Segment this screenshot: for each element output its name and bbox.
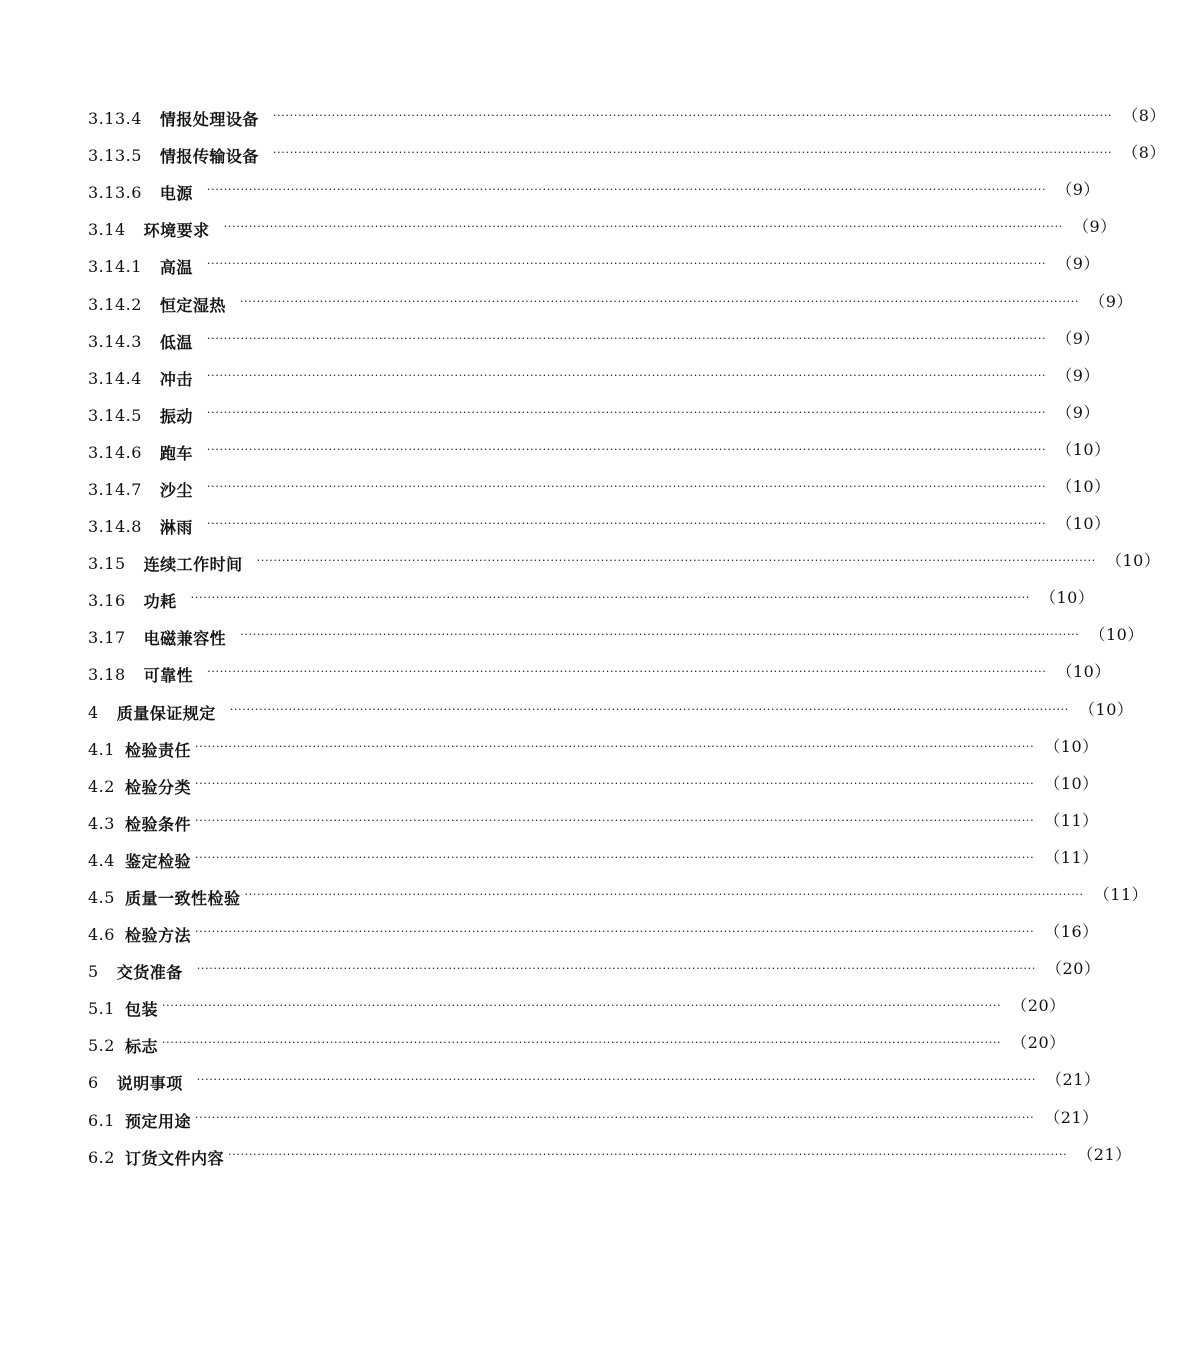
section-number: 5.2 — [88, 1036, 115, 1056]
toc-entry[interactable] — [88, 397, 1100, 434]
page-number: （21） — [1044, 1107, 1099, 1127]
page-number: （9） — [1056, 180, 1100, 200]
section-title: 环境要求 — [143, 221, 210, 241]
toc-entry[interactable] — [88, 360, 1100, 397]
dot-leader: ········································································································································································································ — [196, 962, 1037, 976]
section-number: 3.14.6 — [88, 442, 142, 462]
section-number: 4.3 — [88, 813, 115, 833]
section-number: 3.17 — [88, 628, 126, 648]
dot-leader: ········································································································································································································ — [207, 665, 1047, 679]
section-number: 3.13.5 — [88, 146, 142, 166]
section-title: 包装 — [124, 1000, 158, 1020]
toc-entry[interactable] — [88, 990, 1066, 1027]
dot-leader: ········································································································································································································ — [161, 1036, 1002, 1050]
section-title: 质量一致性检验 — [124, 889, 241, 909]
toc-entry[interactable] — [88, 434, 1111, 471]
section-title: 检验分类 — [124, 777, 191, 797]
dot-leader: ········································································································································································································ — [194, 813, 1035, 827]
section-title: 连续工作时间 — [143, 555, 243, 575]
toc-entry[interactable] — [88, 1064, 1101, 1101]
dot-leader: ········································································································································································································ — [272, 146, 1113, 160]
section-title: 跑车 — [159, 443, 193, 463]
section-number: 3.15 — [88, 554, 126, 574]
section-number: 3.14.4 — [88, 368, 142, 388]
toc-entry[interactable] — [88, 619, 1144, 656]
section-title: 功耗 — [143, 592, 177, 612]
dot-leader: ········································································································································································································ — [240, 628, 1080, 642]
section-number: 5 — [88, 962, 99, 982]
toc-entry[interactable] — [88, 211, 1117, 248]
section-title: 电磁兼容性 — [143, 629, 227, 649]
dot-leader: ········································································································································································································ — [161, 999, 1002, 1013]
section-title: 振动 — [159, 406, 193, 426]
page-number: （16） — [1044, 922, 1099, 942]
section-number: 3.13.6 — [88, 183, 142, 203]
section-title: 高温 — [159, 258, 193, 278]
section-number: 3.14.3 — [88, 331, 142, 351]
page-number: （21） — [1046, 1070, 1101, 1090]
dot-leader: ········································································································································································································ — [194, 739, 1035, 753]
toc-entry[interactable] — [88, 731, 1099, 768]
toc-entry[interactable] — [88, 137, 1166, 174]
toc-entry[interactable] — [88, 656, 1111, 693]
page-number: （10） — [1044, 773, 1099, 793]
dot-leader: ········································································································································································································ — [272, 109, 1113, 123]
dot-leader: ········································································································································································································ — [194, 1110, 1035, 1124]
toc-entry[interactable] — [88, 1027, 1066, 1064]
page-number: （10） — [1105, 551, 1161, 571]
section-title: 预定用途 — [124, 1111, 191, 1131]
section-title: 检验方法 — [124, 926, 191, 946]
dot-leader: ········································································································································································································ — [229, 702, 1070, 716]
toc-entry[interactable] — [88, 879, 1149, 916]
section-number: 3.14.7 — [88, 479, 142, 499]
table-of-contents — [88, 100, 1166, 1176]
section-title: 冲击 — [159, 369, 193, 389]
section-title: 电源 — [159, 184, 193, 204]
section-number: 4.4 — [88, 850, 115, 870]
toc-entry[interactable] — [88, 694, 1134, 731]
page-number: （8） — [1122, 106, 1166, 126]
section-title: 沙尘 — [159, 480, 193, 500]
section-number: 3.13.4 — [88, 109, 142, 129]
section-title: 标志 — [124, 1037, 158, 1057]
page-number: （10） — [1056, 662, 1111, 682]
section-title: 可靠性 — [143, 666, 194, 686]
page-number: （10） — [1044, 736, 1099, 756]
dot-leader: ········································································································································································································ — [206, 331, 1047, 345]
page-number: （11） — [1044, 847, 1099, 867]
page-number: （9） — [1056, 328, 1100, 348]
dot-leader: ········································································································································································································ — [206, 183, 1047, 197]
page-number: （10） — [1056, 514, 1111, 534]
dot-leader: ········································································································································································································ — [206, 257, 1047, 271]
section-title: 恒定湿热 — [159, 295, 226, 315]
section-title: 检验责任 — [124, 740, 191, 760]
page-number: （10） — [1056, 476, 1111, 496]
section-title: 说明事项 — [116, 1074, 183, 1094]
toc-entry[interactable] — [88, 248, 1100, 285]
toc-entry[interactable] — [88, 842, 1099, 879]
toc-entry[interactable] — [88, 953, 1101, 990]
dot-leader: ········································································································································································································ — [206, 405, 1047, 419]
section-number: 6.2 — [88, 1147, 115, 1167]
dot-leader: ········································································································································································································ — [227, 1147, 1068, 1161]
section-number: 6 — [88, 1073, 99, 1093]
page-number: （9） — [1089, 291, 1133, 311]
toc-entry[interactable] — [88, 582, 1095, 619]
dot-leader: ········································································································································································································ — [256, 554, 1096, 568]
page-number: （10） — [1056, 439, 1111, 459]
page-number: （10） — [1089, 625, 1144, 645]
section-title: 淋雨 — [159, 518, 193, 538]
toc-entry[interactable] — [88, 805, 1099, 842]
section-number: 3.14.1 — [88, 257, 142, 277]
section-title: 质量保证规定 — [116, 703, 216, 723]
dot-leader: ········································································································································································································ — [190, 591, 1030, 605]
section-number: 3.14.5 — [88, 405, 142, 425]
toc-entry[interactable] — [88, 1102, 1099, 1139]
page-number: （21） — [1077, 1144, 1132, 1164]
section-number: 6.1 — [88, 1110, 115, 1130]
page-number: （20） — [1011, 1033, 1066, 1053]
section-title: 情报传输设备 — [159, 147, 259, 167]
section-number: 3.14.8 — [88, 517, 142, 537]
dot-leader: ········································································································································································································ — [194, 850, 1035, 864]
section-title: 低温 — [159, 332, 193, 352]
section-title: 交货准备 — [116, 963, 183, 983]
toc-entry[interactable] — [88, 508, 1111, 545]
dot-leader: ········································································································································································································ — [206, 517, 1047, 531]
section-number: 5.1 — [88, 999, 115, 1019]
section-number: 3.16 — [88, 591, 126, 611]
toc-entry[interactable] — [88, 545, 1161, 582]
toc-entry[interactable] — [88, 768, 1099, 805]
dot-leader: ········································································································································································································ — [206, 442, 1047, 456]
section-title: 鉴定检验 — [124, 851, 191, 871]
dot-leader: ········································································································································································································ — [206, 368, 1047, 382]
section-number: 4 — [88, 702, 99, 722]
page-number: （11） — [1093, 885, 1149, 905]
toc-entry[interactable] — [88, 1139, 1132, 1176]
toc-entry[interactable] — [88, 285, 1133, 322]
section-title: 检验条件 — [124, 814, 191, 834]
section-number: 3.14 — [88, 220, 126, 240]
page-number: （11） — [1044, 810, 1099, 830]
page-number: （9） — [1072, 217, 1117, 237]
page-number: （20） — [1046, 959, 1101, 979]
page-number: （10） — [1039, 588, 1095, 608]
toc-entry[interactable] — [88, 100, 1166, 137]
dot-leader: ········································································································································································································ — [244, 888, 1084, 902]
page-number: （8） — [1122, 143, 1166, 163]
section-number: 4.6 — [88, 925, 115, 945]
toc-entry[interactable] — [88, 174, 1100, 211]
section-number: 4.5 — [88, 888, 115, 908]
section-number: 4.1 — [88, 739, 115, 759]
toc-entry[interactable] — [88, 471, 1111, 508]
page-number: （9） — [1056, 365, 1100, 385]
page-number: （9） — [1056, 254, 1100, 274]
section-number: 3.18 — [88, 665, 126, 685]
section-number: 3.14.2 — [88, 294, 142, 314]
page-number: （9） — [1056, 402, 1100, 422]
section-title: 订货文件内容 — [124, 1148, 224, 1168]
dot-leader: ········································································································································································································ — [223, 220, 1063, 234]
toc-entry[interactable] — [88, 323, 1100, 360]
section-number: 4.2 — [88, 776, 115, 796]
dot-leader: ········································································································································································································ — [196, 1073, 1037, 1087]
dot-leader: ········································································································································································································ — [206, 479, 1047, 493]
dot-leader: ········································································································································································································ — [194, 925, 1035, 939]
page-number: （20） — [1011, 996, 1066, 1016]
dot-leader: ········································································································································································································ — [194, 776, 1035, 790]
page-number: （10） — [1079, 699, 1134, 719]
section-title: 情报处理设备 — [159, 110, 259, 130]
dot-leader: ········································································································································································································ — [239, 294, 1080, 308]
toc-entry[interactable] — [88, 916, 1099, 953]
